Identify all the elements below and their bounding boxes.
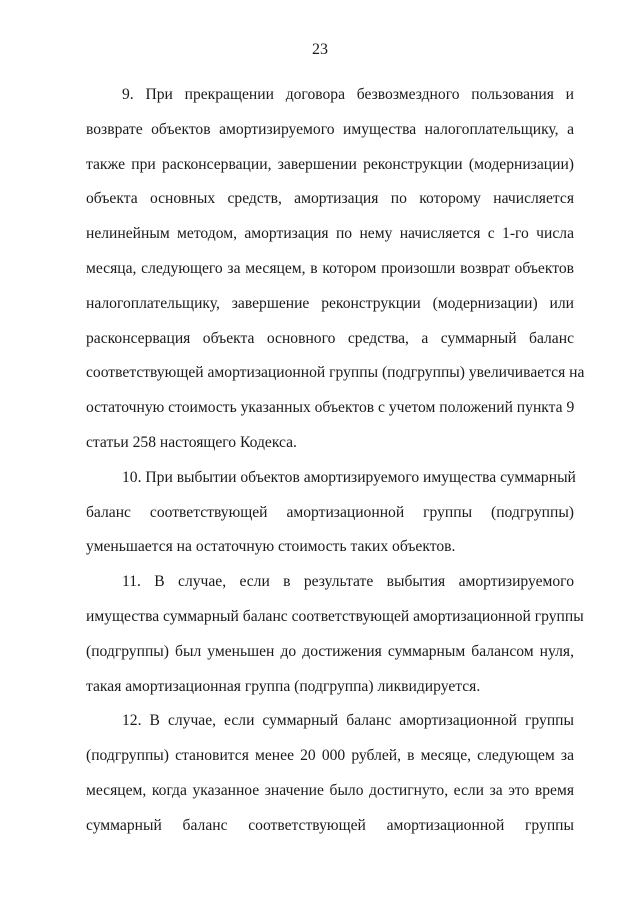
text-line: 9. При прекращении договора безвозмездного пользования и	[122, 86, 574, 103]
text-line: объекта основных средств, амортизация по которому начисляется	[86, 190, 574, 208]
text-line: расконсервация объекта основного средства, а суммарный баланс	[86, 329, 574, 347]
text-line: суммарный баланс соответствующей амортизационной группы	[86, 816, 574, 834]
text-line: возврате объектов амортизируемого имущества налогоплательщику, а	[86, 120, 574, 138]
text-line: 10. При выбытии объектов амортизируемого имущества суммарный	[122, 468, 576, 486]
text-line: нелинейным методом, амортизация по нему начисляется с 1-го числа	[86, 225, 574, 243]
text-line: (подгруппы) был уменьшен до достижения суммарным балансом нуля,	[86, 642, 574, 660]
paragraph-11	[86, 565, 584, 704]
text-line: баланс соответствующей амортизационной группы (подгруппы)	[86, 503, 574, 521]
document-body	[86, 78, 585, 844]
text-line: 12. В случае, если суммарный баланс амортизационной группы	[122, 712, 574, 730]
text-line: месяцем, когда указанное значение было достигнуто, если за это время	[86, 781, 574, 799]
paragraph-10	[86, 461, 574, 565]
text-line: месяца, следующего за месяцем, в котором произошли возврат объектов	[86, 259, 574, 277]
text-line: такая амортизационная группа (подгруппа) ликвидируется.	[86, 677, 481, 695]
text-line: соответствующей амортизационной группы (подгруппы) увеличивается на	[86, 364, 585, 382]
text-line: (подгруппы) становится менее 20 000 рублей, в месяце, следующем за	[86, 747, 574, 765]
text-line: налогоплательщику, завершение реконструкции (модернизации) или	[86, 294, 574, 312]
text-line: остаточную стоимость указанных объектов с учетом положений пункта 9	[86, 399, 575, 417]
text-line: также при расконсервации, завершении реконструкции (модернизации)	[86, 155, 574, 173]
text-line: статьи 258 настоящего Кодекса.	[86, 433, 297, 451]
text-line: 11. В случае, если в результате выбытия амортизируемого	[122, 573, 574, 591]
text-line: уменьшается на остаточную стоимость таких объектов.	[86, 538, 456, 556]
paragraph-9	[86, 78, 585, 461]
text-line: имущества суммарный баланс соответствующей амортизационной группы	[86, 607, 584, 625]
page-number: 23	[312, 41, 328, 58]
paragraph-12	[86, 704, 574, 843]
